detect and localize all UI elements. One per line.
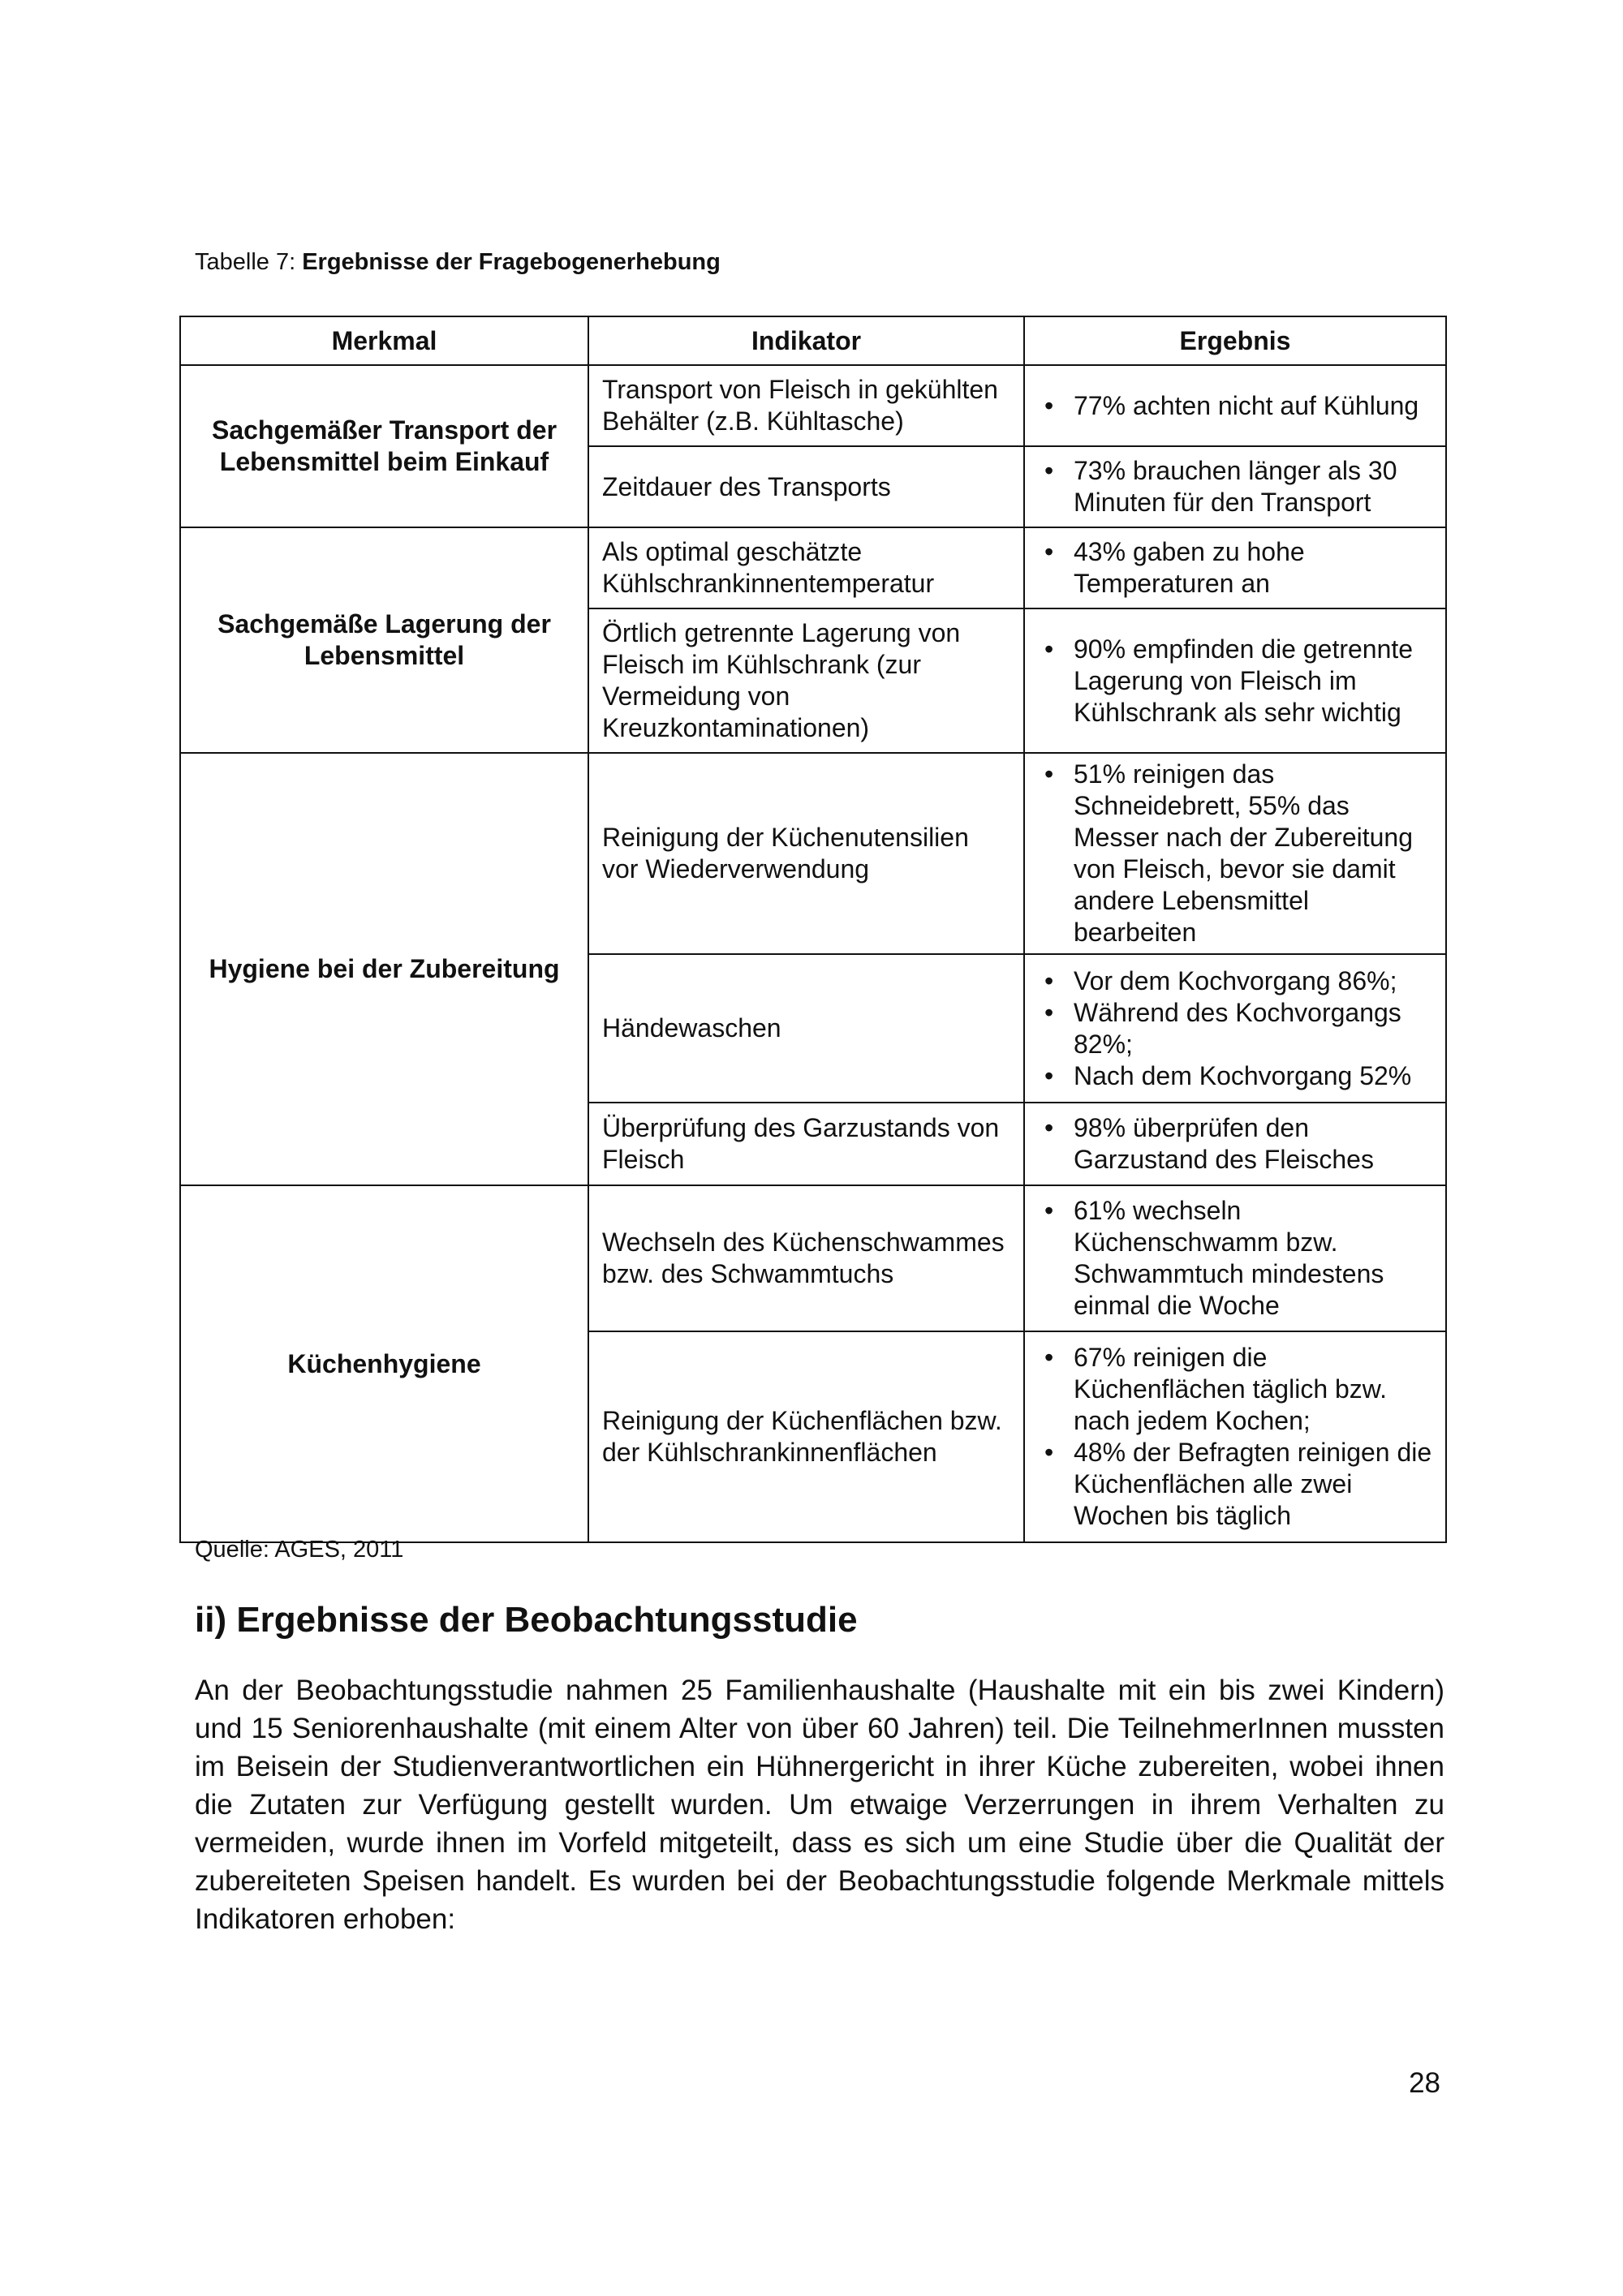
ergebnis-list [1038,1195,1434,1322]
ergebnis-list [1038,634,1434,729]
ergebnis-item: • 61% wechseln Küchenschwamm bzw. Schwammtuch mindestens einmal die Woche [1038,1195,1434,1322]
ergebnis-item: • Während des Kochvorgangs 82%; [1038,997,1434,1060]
indikator-cell: Transport von Fleisch in gekühlten Behälter (z.B. Kühltasche) [588,365,1024,446]
ergebnis-list [1038,1342,1434,1532]
indikator-cell: Örtlich getrennte Lagerung von Fleisch im Kühlschrank (zur Vermeidung von Kreuzkontaminationen) [588,608,1024,753]
indikator-cell: Reinigung der Küchenutensilien vor Wiederverwendung [588,753,1024,954]
ergebnis-cell [1024,753,1446,954]
results-table [179,316,1447,1543]
ergebnis-item: • 43% gaben zu hohe Temperaturen an [1038,536,1434,600]
ergebnis-list [1038,759,1434,948]
header-ergebnis: Ergebnis [1024,316,1446,365]
ergebnis-list [1038,1112,1434,1176]
table-row [180,753,1446,954]
header-merkmal: Merkmal [180,316,588,365]
indikator-cell: Als optimal geschätzte Kühlschrankinnentemperatur [588,527,1024,608]
section-paragraph: An der Beobachtungsstudie nahmen 25 Familienhaushalte (Haushalte mit ein bis zwei Kindern) und 15 Seniorenhaushalte (mit einem Alter von über 60 Jahren) teil. Die TeilnehmerInnen mussten im Beisein der Studienverantwortlichen ein Hühnergericht in ihrer Küche zubereiten, wobei ihnen die Zutaten zur Verfügung gestellt wurden. Um etwaige Verzerrungen in ihrem Verhalten zu vermeiden, wurde ihnen im Vorfeld mitgeteilt, dass es sich um eine Studie über die Qualität der zubereiteten Speisen handelt. Es wurden bei der Beobachtungsstudie folgende Merkmale mittels Indikatoren erhoben: [195,1675,1444,1935]
page-number: 28 [1409,2067,1440,2099]
ergebnis-list [1038,390,1434,422]
table-row [180,527,1446,608]
ergebnis-item: • 51% reinigen das Schneidebrett, 55% das Messer nach der Zubereitung von Fleisch, bevor sie damit andere Lebensmittel bearbeiten [1038,759,1434,948]
ergebnis-cell [1024,1185,1446,1331]
ergebnis-item: • 77% achten nicht auf Kühlung [1038,390,1434,422]
table-caption-prefix: Tabelle 7: [195,249,303,275]
ergebnis-item: • 90% empfinden die getrennte Lagerung von Fleisch im Kühlschrank als sehr wichtig [1038,634,1434,729]
ergebnis-cell [1024,1103,1446,1185]
table-caption [195,247,721,277]
ergebnis-cell [1024,446,1446,527]
ergebnis-list [1038,965,1434,1092]
table-row [180,365,1446,446]
ergebnis-item: • Vor dem Kochvorgang 86%; [1038,965,1434,997]
merkmal-cell: Sachgemäßer Transport der Lebensmittel beim Einkauf [180,365,588,527]
header-indikator: Indikator [588,316,1024,365]
indikator-cell: Zeitdauer des Transports [588,446,1024,527]
ergebnis-list [1038,536,1434,600]
ergebnis-item: • 73% brauchen länger als 30 Minuten für den Transport [1038,455,1434,518]
table-caption-title: Ergebnisse der Fragebogenerhebung [302,249,721,275]
ergebnis-cell [1024,608,1446,753]
table-source: Quelle: AGES, 2011 [195,1537,404,1563]
ergebnis-cell [1024,954,1446,1103]
ergebnis-list [1038,455,1434,518]
ergebnis-cell [1024,527,1446,608]
ergebnis-item: • 98% überprüfen den Garzustand des Fleisches [1038,1112,1434,1176]
merkmal-cell: Sachgemäße Lagerung der Lebensmittel [180,527,588,753]
indikator-cell: Händewaschen [588,954,1024,1103]
table-header-row [180,316,1446,365]
section-heading: ii) Ergebnisse der Beobachtungsstudie [195,1600,858,1640]
ergebnis-item: • 67% reinigen die Küchenflächen täglich bzw. nach jedem Kochen; [1038,1342,1434,1437]
indikator-cell: Wechseln des Küchenschwammes bzw. des Schwammtuchs [588,1185,1024,1331]
ergebnis-item: • Nach dem Kochvorgang 52% [1038,1060,1434,1092]
merkmal-cell: Hygiene bei der Zubereitung [180,753,588,1185]
ergebnis-item: • 48% der Befragten reinigen die Küchenflächen alle zwei Wochen bis täglich [1038,1437,1434,1532]
ergebnis-cell [1024,365,1446,446]
ergebnis-cell [1024,1331,1446,1542]
indikator-cell: Überprüfung des Garzustands von Fleisch [588,1103,1024,1185]
merkmal-cell: Küchenhygiene [180,1185,588,1542]
indikator-cell: Reinigung der Küchenflächen bzw. der Kühlschrankinnenflächen [588,1331,1024,1542]
table-row [180,1185,1446,1331]
